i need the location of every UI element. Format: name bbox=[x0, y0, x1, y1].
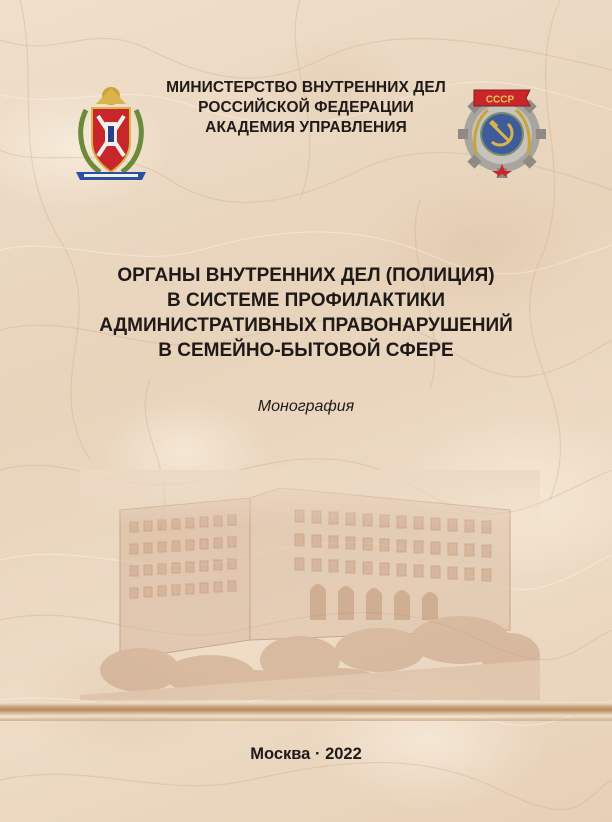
title-line-4: В СЕМЕЙНО-БЫТОВОЙ СФЕРЕ bbox=[158, 340, 454, 361]
header-line-country: РОССИЙСКОЙ ФЕДЕРАЦИИ bbox=[198, 99, 414, 116]
book-title bbox=[60, 263, 552, 363]
imprint-separator: · bbox=[314, 745, 321, 763]
book-genre: Монография bbox=[257, 398, 355, 415]
order-of-the-red-banner-of-labour-icon bbox=[456, 84, 548, 178]
title-line-3: АДМИНИСТРАТИВНЫХ ПРАВОНАРУШЕНИЙ bbox=[99, 315, 513, 336]
order-banner-text: СССР bbox=[485, 94, 515, 106]
academy-building-illustration bbox=[80, 470, 540, 700]
imprint-city: Москва bbox=[250, 745, 311, 763]
issuer-header bbox=[150, 78, 462, 138]
imprint bbox=[156, 744, 456, 764]
header-line-academy: АКАДЕМИЯ УПРАВЛЕНИЯ bbox=[205, 119, 407, 136]
title-line-2: В СИСТЕМЕ ПРОФИЛАКТИКИ bbox=[166, 290, 446, 311]
mvd-academy-coat-of-arms-icon bbox=[74, 80, 148, 184]
title-line-1: ОРГАНЫ ВНУТРЕННИХ ДЕЛ (ПОЛИЦИЯ) bbox=[117, 265, 495, 286]
decorative-stripe bbox=[0, 702, 612, 716]
imprint-year: 2022 bbox=[325, 745, 362, 763]
header-line-ministry: МИНИСТЕРСТВО ВНУТРЕННИХ ДЕЛ bbox=[166, 79, 446, 96]
decorative-stripe-thin bbox=[0, 718, 612, 721]
